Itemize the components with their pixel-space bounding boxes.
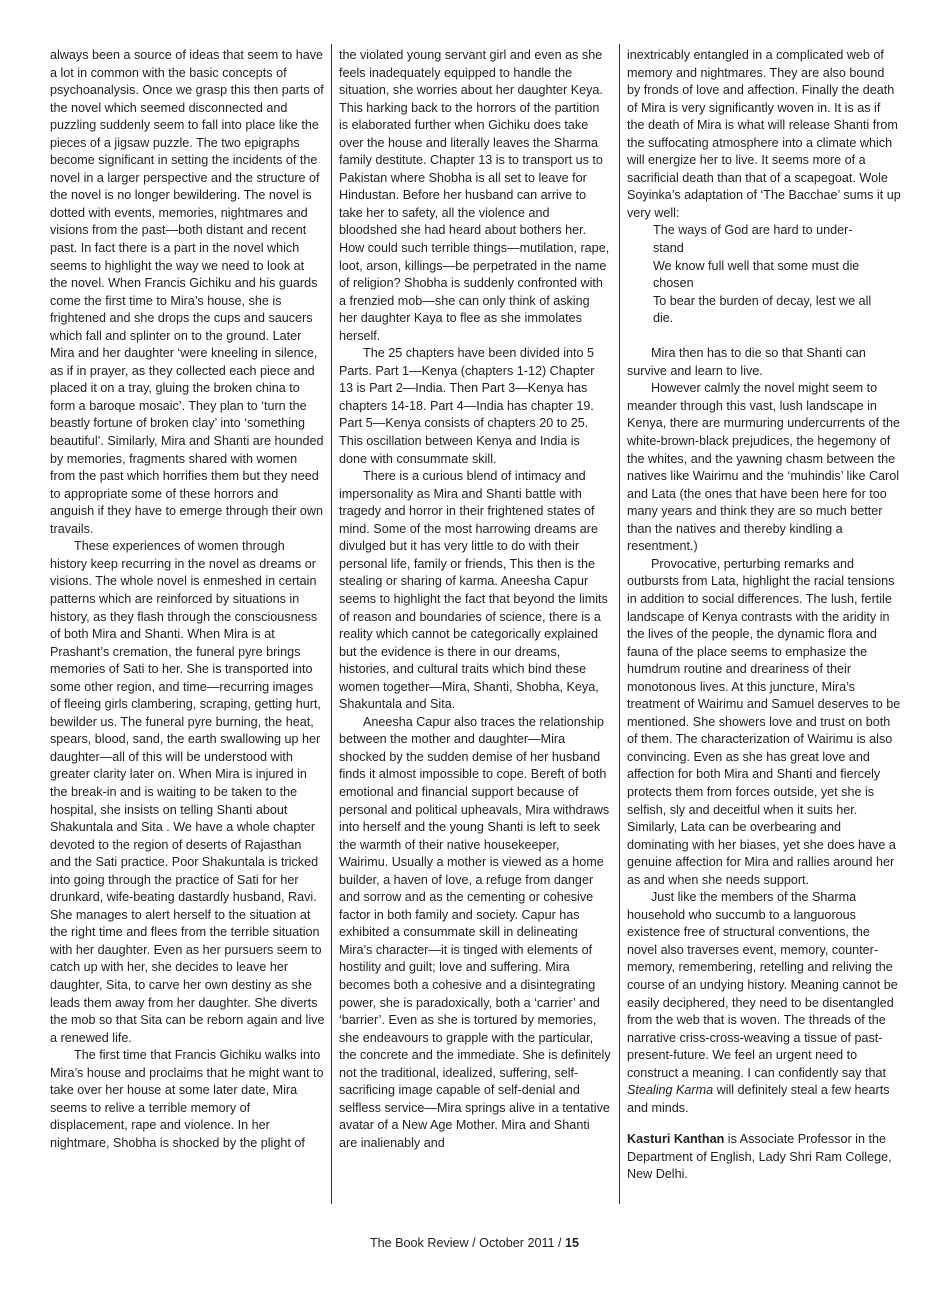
spacer [627, 328, 901, 346]
column-divider [619, 44, 620, 1204]
page-number: 15 [565, 1236, 580, 1250]
verse-quote [653, 222, 901, 327]
paragraph [627, 889, 901, 1117]
paragraph: Aneesha Capur also traces the relationship between the mother and daughter—Mira shocked by the sudden demise of her husband finds it almost impossible to cope. Bereft of both emotional and financial support because of personal and political upheavals, Mira withdraws into herself and the young Shanti is left to seek the warmth of their native housekeeper, Wairimu. Usually a mother is viewed as a home builder, a haven of love, a refuge from danger and sorrow and as the cementing or cohesive factor in both family and society. Capur has exhibited a consummate skill in delineating Mira’s character—it is tinged with elements of hostility and guilt; love and suffering. Mira becomes both a cohesive and a disintegrating power, she is paradoxically, both a ‘carrier’ and ‘barrier’. Even as she is tortured by memories, she endeavours to grapple with the particular, the concrete and the immediate. She is definitely not the traditional, idealized, suffering, self-sacrificing image capable of self-denial and selfless service—Mira springs alive in a tentative avatar of a New Age Mother. Mira and Shanti are inalienably and [339, 714, 611, 1150]
verse-line: die. [653, 311, 674, 326]
text-column-2 [339, 47, 611, 1152]
paragraph: inextricably entangled in a complicated web of memory and nightmares. They are also bound by fronds of love and affection. Finally the death of Mira is very significantly woven in. It is as if the death of Mira is what will release Shanti from the suffocating atmosphere into a climate which will energize her to live. It seems more of a sacrificial death than that of a scapegoat. Wole Soyinka’s adaptation of ‘The Bacchae’ sums it up very well: [627, 48, 901, 220]
book-title: Stealing Karma [627, 1083, 714, 1098]
paragraph: Mira then has to die so that Shanti can survive and learn to live. [627, 346, 866, 378]
text-column-1 [50, 47, 325, 1152]
paragraph: The 25 chapters have been divided into 5 Parts. Part 1—Kenya (chapters 1-12) Chapter 13 is Part 2—India. Then Part 3—Kenya has chapters 14-18. Part 4—India has chapter 19. Part 5—Kenya consists of chapters 20 to 25. This oscillation between Kenya and India is done with consummate skill. [339, 346, 595, 466]
verse-line: To bear the burden of decay, lest we all [653, 293, 872, 308]
paragraph: Provocative, perturbing remarks and outbursts from Lata, highlight the racial tensions in addition to social differences. The lush, fertile landscape of Kenya contrasts with the aridity in the lives of the people, the dynamic flora and fauna of the place seems to emphasize the humdrum routine and dreariness of their monotonous lives. At this juncture, Mira’s treatment of Wairimu and Samuel deserves to be mentioned. She showers love and trust on both of them. The characterization of Wairimu is also convincing. Even as she has great love and affection for both Mira and Shanti and fiercely protects them from forces outside, yet she is selfish, sly and deceitful when it suits her. Similarly, Lata can be overbearing and dominating with her biases, yet she does have a genuine affection for Mira and rallies around her as and when she needs support. [627, 556, 901, 887]
text-column-3 [627, 47, 901, 1184]
paragraph: always been a source of ideas that seem to have a lot in common with the basic concepts of psychoanalysis. Once we grasp this then parts of the novel which seemed disconnected and puzzling suddenly seem to fall into place like the pieces of a jigsaw puzzle. The two epigraphs become significant in setting the incidents of the novel in a larger perspective and the structure of the novel is no longer bewildering. The novel is dotted with events, memories, nightmares and visions from the past—both distant and recent past. In fact there is a part in the novel which seems to highlight the way we need to look at the novel. When Francis Gichiku and his guards come the first time to Mira’s house, she is frightened and she drops the cups and saucers which fall and splinter on to the ground. Later Mira and her daughter ‘were kneeling in silence, as if in prayer, as they collected each piece and placed it on a tray, gluing the broken china to form a baroque mosaic’. They plan to ‘turn the beastly fortune of broken clay’ into ‘something beautiful’. Similarly, Mira and Shanti are hounded by memories, fragments shared with women from the past which horrifies them but they need to appropriate some of these horrors and anguish if they have to emerge through their own travails. [50, 48, 324, 536]
verse-line: chosen [653, 276, 694, 291]
text-run: will definitely steal a few hearts and minds. [627, 1083, 890, 1115]
paragraph: the violated young servant girl and even as she feels inadequately equipped to handle the situation, she worries about her daughter Keya. This harking back to the horrors of the partition is elaborated further when Gichiku does take over the house and literally leaves the Sharma family destitute. Chapter 13 is to transport us to Pakistan where Shobha is all set to leave for Hindustan. Before her husband can arrive to take her to safety, all the violence and bloodshed she had heard about bothers her. How could such terrible things—mutilation, rape, loot, arson, killings—be perpetrated in the name of religion? Shobha is suddenly confronted with a frenzied mob—she can only think of asking her daughter Kaya to flee as she immolates herself. [339, 48, 610, 343]
page-footer [0, 1236, 949, 1250]
column-divider [331, 44, 332, 1204]
verse-line: We know full well that some must die [653, 258, 860, 273]
author-name: Kasturi Kanthan [627, 1132, 725, 1147]
paragraph: There is a curious blend of intimacy and impersonality as Mira and Shanti battle with tragedy and horror in their frightened states of mind. Some of the most harrowing dreams are divulged but it has very little to do with their personal life, family or friends, This then is the stealing or sharing of karma. Aneesha Capur seems to highlight the fact that beyond the limits of reason and boundaries of science, there is a reality which cannot be categorically explained but the evidence is there in our dreams, histories, and cultural traits which bind these women together—Mira, Shanti, Shobha, Keya, Shakuntala and Sita. [339, 469, 608, 712]
author-description: is Associate Professor in the Department of English, Lady Shri Ram College, New Delhi. [627, 1132, 892, 1182]
paragraph: The first time that Francis Gichiku walks into Mira’s house and proclaims that he might want to take over her house at some later date, Mira seems to relive a terrible memory of displacement, rape and violence. In her nightmare, Shobha is shocked by the plight of [50, 1048, 324, 1150]
paragraph: These experiences of women through history keep recurring in the novel as dreams or visions. The whole novel is enmeshed in certain patterns which are reinforced by situations in history, as they flash through the consciousness of both Mira and Shanti. When Mira is at Prashant’s cremation, the funeral pyre brings memories of Sati to her. She is transported into some other region, and time—recurring images of fleeing girls clambering, scraping, getting hurt, bewilder us. The funeral pyre burning, the heat, spears, blood, sand, the earth swallowing up her daughter—all of this will be understood with greater clarity later on. When Mira is injured in the break-in and is waiting to be taken to the hospital, she insists on telling Shanti about Shakuntala and Sita . We have a whole chapter devoted to the region of deserts of Rajasthan and the Sati practice. Poor Shakuntala is tricked into going through the practice of Sati for her drunkard, wife-beating dastardly husband, Ravi. She manages to alert herself to the situation at the right time and flees from the terrible situation with her daughter. Even as her pursuers seem to catch up with her, she decides to leave her daughter, Sita, to carve her own destiny as she leads them away from her daughter. She diverts the mob so that Sita can be reborn again and live a renewed life. [50, 539, 325, 1045]
verse-line: The ways of God are hard to under- [653, 223, 853, 238]
footer-text: The Book Review / October 2011 / [369, 1236, 566, 1250]
paragraph: However calmly the novel might seem to meander through this vast, lush landscape in Kenya, there are murmuring undercurrents of the white-brown-black prejudices, the hegemony of the whites, and the yawning chasm between the natives like Wairimu and the ‘muhindis’ like Carol and Lata (the ones that have been here for too many years and think they are so much better than the natives and thereby kindling a resentment.) [627, 381, 901, 554]
author-bio [627, 1131, 901, 1184]
verse-line: stand [653, 241, 684, 256]
text-run: Just like the members of the Sharma household who succumb to a languorous existence free of structural conventions, the novel also traverses event, memory, counter-memory, remembering, retelling and reliving the course of an undying history. Meaning cannot be easily deciphered, they need to be disentangled from the web that is woven. The threads of the narrative criss-cross-weaving a tissue of past-present-future. We feel an urgent need to construct a meaning. I can confidently say that [627, 890, 898, 1080]
